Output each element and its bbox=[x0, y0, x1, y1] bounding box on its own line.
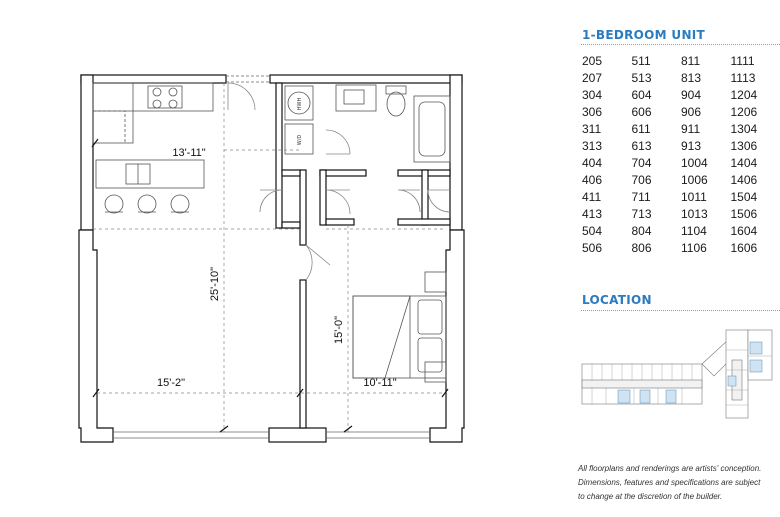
entry-door bbox=[228, 83, 255, 110]
unit-row bbox=[582, 222, 780, 239]
unit-row bbox=[582, 137, 780, 154]
unit-number: 207 bbox=[582, 70, 603, 85]
unit-number: 913 bbox=[681, 138, 702, 153]
disclaimer bbox=[578, 462, 778, 504]
dimension-bedroom-width: 10'-11" bbox=[363, 377, 397, 389]
bathroom bbox=[285, 85, 450, 162]
dimension-kitchen-width: 13'-11" bbox=[172, 147, 206, 159]
unit-number: 504 bbox=[582, 223, 603, 238]
dimension-living-width: 15'-2" bbox=[156, 377, 186, 389]
unit-number: 1604 bbox=[730, 223, 758, 238]
unit-number-table bbox=[582, 52, 780, 256]
unit-number: 604 bbox=[631, 87, 652, 102]
unit-row bbox=[582, 171, 780, 188]
unit-number: 1306 bbox=[730, 138, 758, 153]
unit-row bbox=[582, 154, 780, 171]
unit-number: 1013 bbox=[681, 206, 708, 221]
unit-row bbox=[582, 188, 780, 205]
unit-row bbox=[582, 120, 780, 137]
unit-number: 506 bbox=[582, 240, 603, 255]
exterior-walls bbox=[79, 75, 464, 442]
dimension-bedroom-depth: 15'-0" bbox=[333, 315, 345, 345]
unit-number: 1506 bbox=[730, 206, 758, 221]
unit-number: 313 bbox=[582, 138, 603, 153]
unit-number: 205 bbox=[582, 53, 603, 68]
unit-row bbox=[582, 52, 780, 69]
unit-row bbox=[582, 239, 780, 256]
disclaimer-line: to change at the discretion of the builder. bbox=[578, 492, 723, 501]
unit-number: 704 bbox=[631, 155, 652, 170]
unit-row bbox=[582, 86, 780, 103]
location-key-plan bbox=[578, 320, 778, 420]
unit-number: 811 bbox=[681, 53, 701, 68]
unit-number: 606 bbox=[631, 104, 652, 119]
unit-number: 411 bbox=[582, 189, 602, 204]
unit-number: 1104 bbox=[681, 223, 707, 238]
unit-number: 813 bbox=[681, 70, 702, 85]
unit-number: 911 bbox=[681, 121, 701, 136]
disclaimer-line: Dimensions, features and specifications are subject bbox=[578, 478, 761, 487]
unit-number: 1206 bbox=[730, 104, 758, 119]
disclaimer-line: All floorplans and renderings are artists' conception. bbox=[578, 464, 762, 473]
unit-number: 513 bbox=[631, 70, 652, 85]
unit-number: 1106 bbox=[681, 240, 707, 255]
unit-number: 1406 bbox=[730, 172, 758, 187]
unit-number: 711 bbox=[631, 189, 651, 204]
unit-row bbox=[582, 69, 780, 86]
unit-number: 306 bbox=[582, 104, 603, 119]
unit-number: 1204 bbox=[730, 87, 758, 102]
unit-number: 804 bbox=[631, 223, 652, 238]
unit-number: 1006 bbox=[681, 172, 708, 187]
divider bbox=[581, 44, 780, 45]
unit-number: 1113 bbox=[730, 70, 756, 85]
bed bbox=[353, 272, 446, 382]
unit-number: 706 bbox=[631, 172, 652, 187]
unit-number: 613 bbox=[631, 138, 652, 153]
unit-number: 1304 bbox=[730, 121, 758, 136]
unit-number: 1011 bbox=[681, 189, 707, 204]
location-heading: LOCATION bbox=[582, 293, 652, 307]
unit-number: 413 bbox=[582, 206, 603, 221]
unit-number: 1111 bbox=[730, 53, 755, 68]
unit-row bbox=[582, 205, 780, 222]
washer-dryer-label: W/D bbox=[297, 134, 303, 146]
unit-row bbox=[582, 103, 780, 120]
unit-number: 1606 bbox=[730, 240, 758, 255]
toilet-icon bbox=[387, 92, 405, 116]
unit-number: 404 bbox=[582, 155, 603, 170]
unit-number: 304 bbox=[582, 87, 603, 102]
unit-list-heading: 1-BEDROOM UNIT bbox=[582, 28, 706, 42]
unit-number: 611 bbox=[631, 121, 651, 136]
unit-number: 406 bbox=[582, 172, 603, 187]
unit-number: 713 bbox=[631, 206, 652, 221]
unit-number: 511 bbox=[631, 53, 651, 68]
unit-number: 906 bbox=[681, 104, 702, 119]
divider bbox=[581, 310, 780, 311]
unit-number: 904 bbox=[681, 87, 702, 102]
dimension-unit-depth: 25'-10" bbox=[209, 266, 221, 302]
water-heater-label: HWH bbox=[297, 97, 303, 111]
unit-number: 311 bbox=[582, 121, 602, 136]
unit-number: 806 bbox=[631, 240, 652, 255]
unit-number: 1504 bbox=[730, 189, 758, 204]
unit-number: 1004 bbox=[681, 155, 708, 170]
unit-number: 1404 bbox=[730, 155, 758, 170]
